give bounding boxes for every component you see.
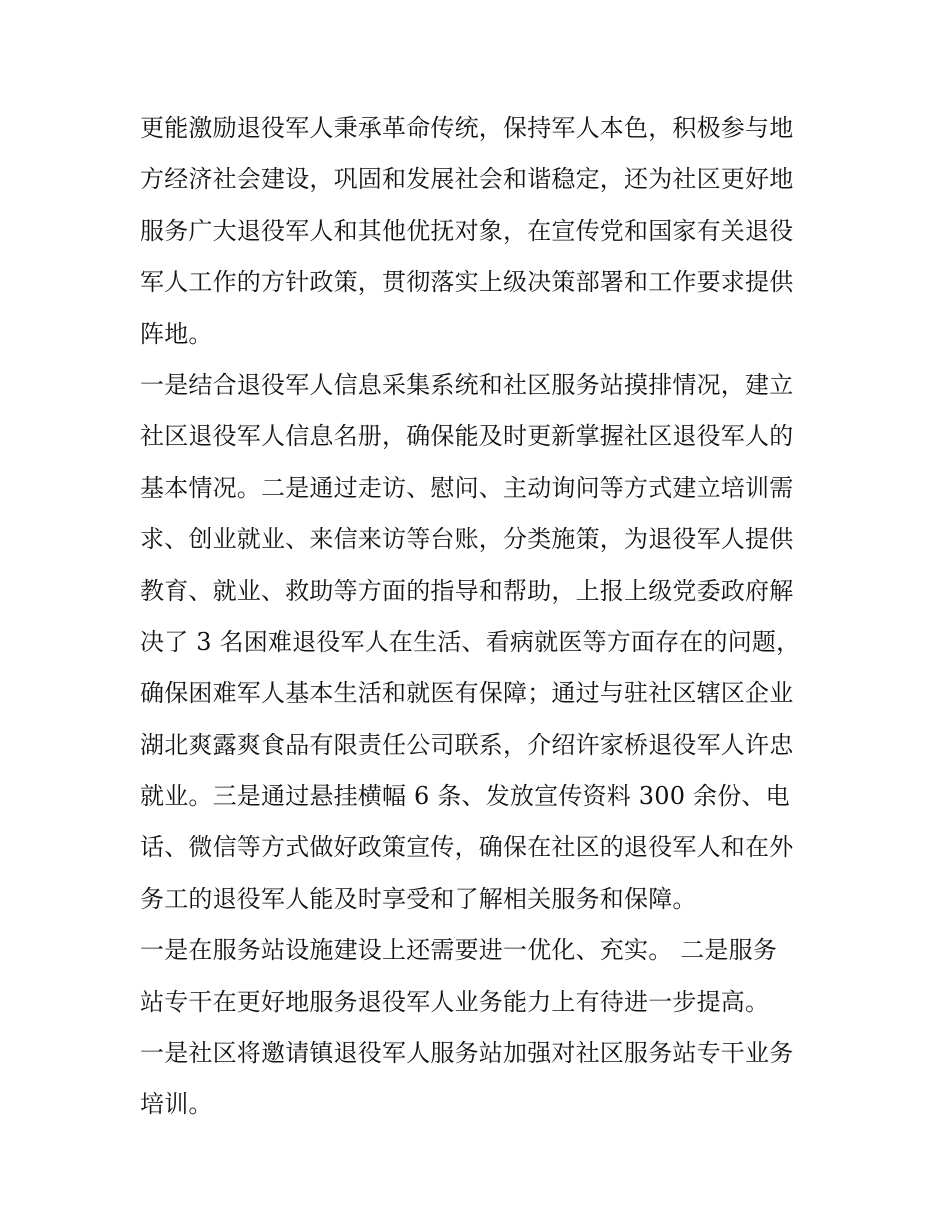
text-line: 确保困难军人基本生活和就医有保障；通过与驻社区辖区企业 xyxy=(140,679,794,708)
body-text xyxy=(140,103,820,1131)
text-line: 一是社区将邀请镇退役军人服务站加强对社区服务站专干业务 xyxy=(140,1039,794,1068)
text-line: 决了 3 名困难退役军人在生活、看病就医等方面存在的问题， xyxy=(140,627,801,656)
text-line: 求、创业就业、来信来访等台账，分类施策，为退役军人提供 xyxy=(140,525,794,554)
text-line: 基本情况。二是通过走访、慰问、主动询问等方式建立培训需 xyxy=(140,473,794,502)
text-line: 方经济社会建设，巩固和发展社会和谐稳定，还为社区更好地 xyxy=(140,165,794,194)
text-line: 军人工作的方针政策，贯彻落实上级决策部署和工作要求提供 xyxy=(140,268,794,297)
text-line: 站专干在更好地服务退役军人业务能力上有待进一步提高。 xyxy=(140,987,770,1016)
text-line: 更能激励退役军人秉承革命传统，保持军人本色，积极参与地 xyxy=(140,114,794,142)
text-line: 服务广大退役军人和其他优抚对象，在宣传党和国家有关退役 xyxy=(140,216,794,245)
text-line: 培训。 xyxy=(140,1090,213,1119)
text-line: 就业。三是通过悬挂横幅 6 条、发放宣传资料 300 余份、电 xyxy=(140,782,790,811)
text-line: 话、微信等方式做好政策宣传，确保在社区的退役军人和在外 xyxy=(140,833,794,862)
text-line: 湖北爽露爽食品有限责任公司联系，介绍许家桥退役军人许忠 xyxy=(140,730,794,759)
text-line: 一是结合退役军人信息采集系统和社区服务站摸排情况，建立 xyxy=(140,370,794,399)
text-line: 一是在服务站设施建设上还需要进一优化、充实。 二是服务 xyxy=(140,936,778,965)
text-line: 教育、就业、救助等方面的指导和帮助，上报上级党委政府解 xyxy=(140,576,794,605)
text-line: 务工的退役军人能及时享受和了解相关服务和保障。 xyxy=(140,884,697,913)
text-line: 阵地。 xyxy=(140,319,213,348)
text-line: 社区退役军人信息名册，确保能及时更新掌握社区退役军人的 xyxy=(140,422,794,451)
